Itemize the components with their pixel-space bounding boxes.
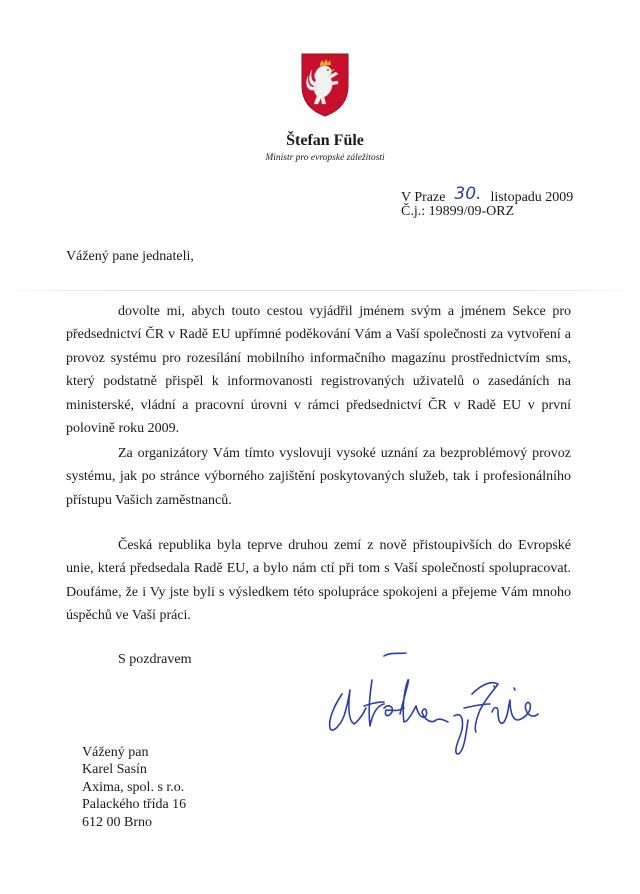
reference-number: Č.j.: 19899/09-ORZ <box>401 204 515 219</box>
recipient-line-3: Axima, spol. s r.o. <box>82 779 185 795</box>
czech-coat-of-arms-icon <box>300 52 350 118</box>
recipient-address <box>82 744 186 831</box>
recipient-line-4: Palackého třída 16 <box>82 797 187 813</box>
sender-role: Ministr pro evropské záležitosti <box>265 153 385 163</box>
date-prefix: V Praze <box>401 190 446 205</box>
handwritten-day: 30. <box>454 184 482 204</box>
recipient-line-5: 612 00 Brno <box>82 814 152 830</box>
scan-fold-line <box>0 290 640 291</box>
date-suffix: listopadu 2009 <box>490 190 574 205</box>
dateline <box>401 186 573 206</box>
body-paragraph-3: Česká republika byla teprve druhou zemí z nově přistoupivších do Evropské unie, která předsedala Radě EU, a bylo nám ctí při tom s Vaší společností spolupracovat. Doufáme, že i Vy jste byli s výsledkem této spolupráce spokojeni a přejeme Vám mnoho úspěchů ve Vaší práci. <box>66 538 571 624</box>
recipient-line-2: Karel Sasín <box>82 762 147 778</box>
handwritten-signature <box>314 650 554 760</box>
salutation: Vážený pane jednateli, <box>66 249 194 264</box>
recipient-line-1: Vážený pan <box>82 745 149 760</box>
body-paragraph-2: Za organizátory Vám tímto vyslovuji vysoké uznání za bezproblémový provoz systému, jak po stránce výborného zajištění poskytovaných služeb, tak i profesionálního přístupu Vašich zaměstnanců. <box>66 446 571 508</box>
sender-name: Štefan Füle <box>286 132 364 149</box>
body-paragraph-1: dovolte mi, abych touto cestou vyjádřil jménem svým a jménem Sekce pro předsednictví ČR v Radě EU upřímné poděkování Vám a Vaší společnosti za vytvoření a provoz systému pro rozesílání mobilního informačního magazínu prostřednictvím sms, který podstatně přispěl k informovanosti registrovaných uživatelů o zasedáních na ministerské, vládní a pracovní úrovni v rámci předsednictví ČR v Radě EU v první polovině roku 2009. <box>66 304 571 437</box>
closing: S pozdravem <box>118 652 192 667</box>
